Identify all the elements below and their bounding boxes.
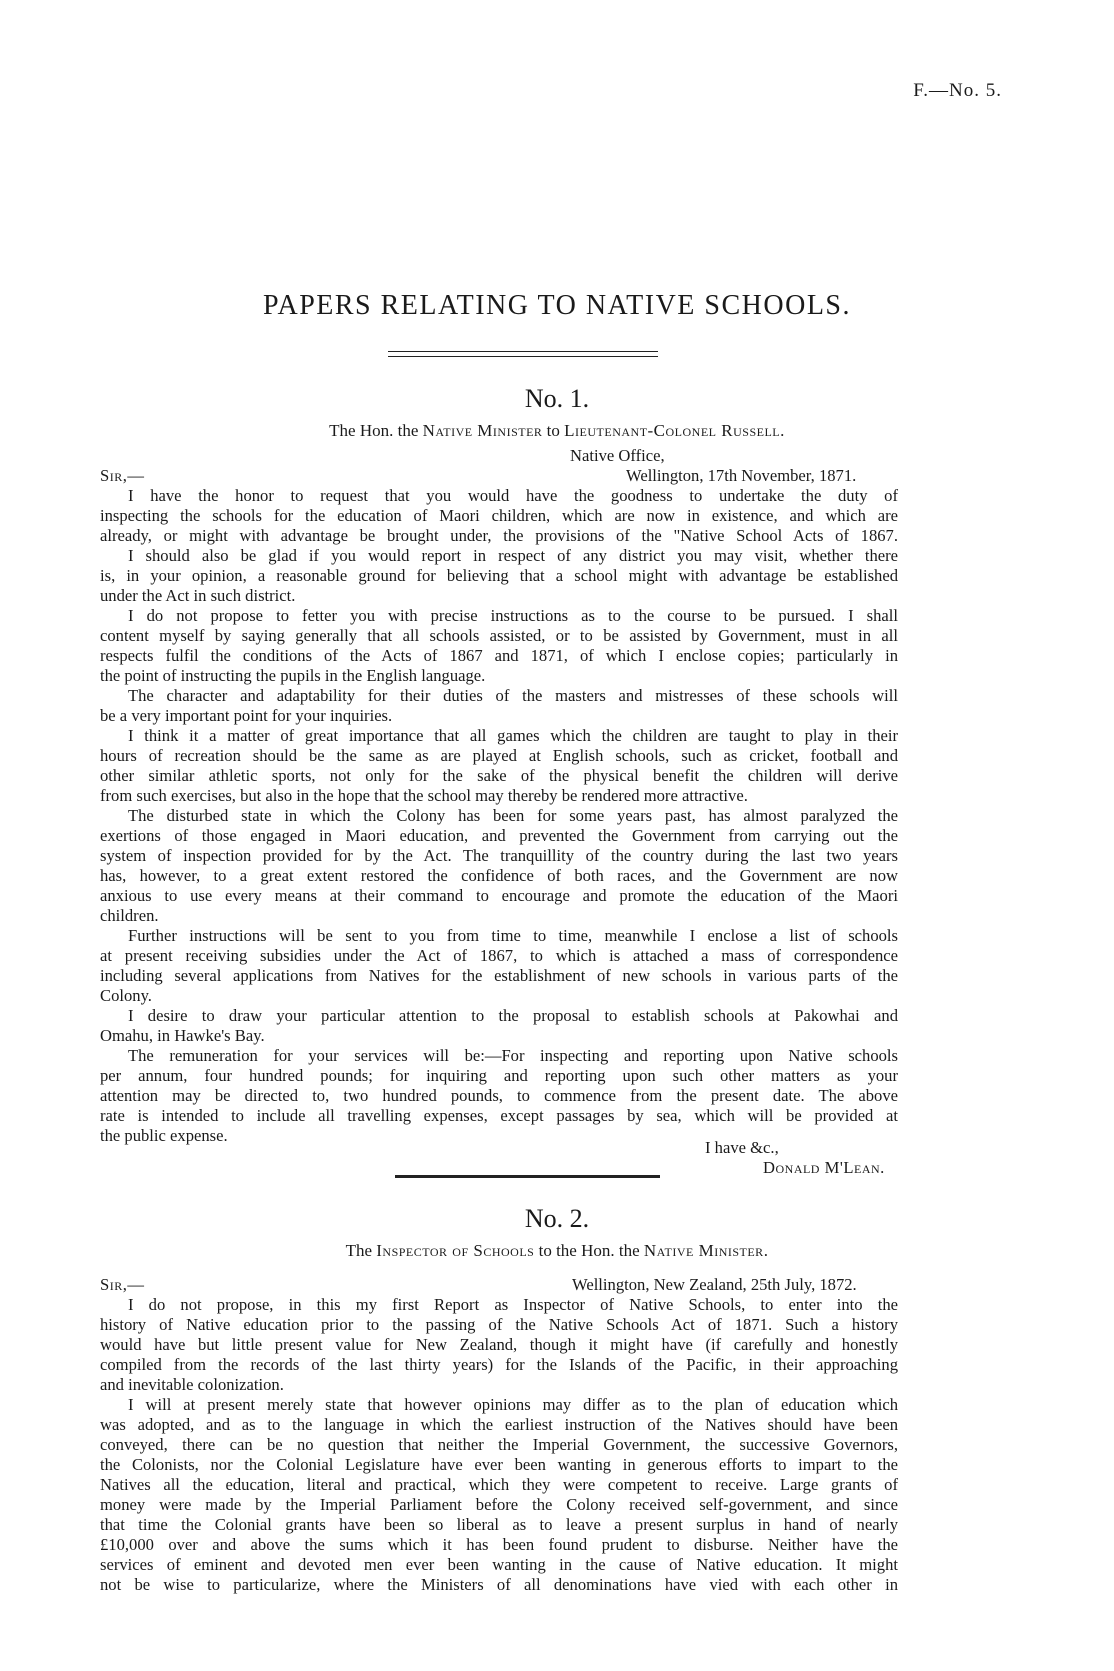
letter-1-line: Colony. <box>100 986 152 1005</box>
letter-1-line: is, in your opinion, a reasonable ground for believing that a school might with advantage be established <box>100 566 898 585</box>
letter-2-line: Natives all the education, literal and practical, which they were competent to receive. Large grants of <box>100 1475 898 1494</box>
heading-recipient: Native Minister. <box>643 1241 769 1260</box>
letter-1-line: per annum, four hundred pounds; for inquiring and reporting upon such other matters as your <box>100 1066 898 1085</box>
letter-1-line: Further instructions will be sent to you from time to time, meanwhile I enclose a list of schools <box>128 926 898 945</box>
heading-pre: The Hon. the <box>329 421 423 440</box>
letter-1-signature: Donald M'Lean. <box>763 1158 885 1177</box>
heading-sender: Inspector of Schools <box>376 1241 535 1260</box>
heading-mid: to <box>542 421 565 440</box>
title-divider-bottom <box>388 356 658 357</box>
letter-1-line: system of inspection provided for by the Act. The tranquillity of the country during the last two years <box>100 846 898 865</box>
heading-recipient: Lieutenant-Colonel Russell. <box>564 421 785 440</box>
letter-2-line: money were made by the Imperial Parliament before the Colony received self-government, and since <box>100 1495 898 1514</box>
letter-1-line: I have the honor to request that you would have the goodness to undertake the duty of <box>128 486 898 505</box>
letter-1-heading <box>0 421 1114 441</box>
letter-1-line: the public expense. <box>100 1126 228 1145</box>
letter-2-line: and inevitable colonization. <box>100 1375 284 1394</box>
letter-1-line: rate is intended to include all travelling expenses, except passages by sea, which will be provided at <box>100 1106 898 1125</box>
letter-1-line: inspecting the schools for the education of Maori children, which are now in existence, and which are <box>100 506 898 525</box>
letter-1-line: I should also be glad if you would report in respect of any district you may visit, whether there <box>128 546 898 565</box>
letter-2-line: compiled from the records of the last thirty years) for the Islands of the Pacific, in their approaching <box>100 1355 898 1374</box>
letter-1-closing: I have &c., <box>705 1138 779 1157</box>
letter-2-heading <box>0 1241 1114 1261</box>
letter-1-line: exertions of those engaged in Maori education, and prevented the Government from carrying out the <box>100 826 898 845</box>
letter-2-line: history of Native education prior to the passing of the Native Schools Act of 1871. Such a history <box>100 1315 898 1334</box>
letter-1-line: The disturbed state in which the Colony has been for some years past, has almost paralyzed the <box>128 806 898 825</box>
letter-1-line: The character and adaptability for their duties of the masters and mistresses of these schools will <box>128 686 898 705</box>
letter-1-line: The remuneration for your services will be:—For inspecting and reporting upon Native schools <box>128 1046 898 1065</box>
letter-1-address-date: Wellington, 17th November, 1871. <box>626 466 857 485</box>
letter-1-line: I desire to draw your particular attention to the proposal to establish schools at Pakowhai and <box>128 1006 898 1025</box>
letter-1-line: respects fulfil the conditions of the Acts of 1867 and 1871, of which I enclose copies; particularly in <box>100 646 898 665</box>
letter-2-line: that time the Colonial grants have been so liberal as to leave a present surplus in hand of nearly <box>100 1515 898 1534</box>
letter-2-address: Wellington, New Zealand, 25th July, 1872. <box>572 1275 857 1294</box>
letter-1-line: including several applications from Natives for the establishment of new schools in various parts of the <box>100 966 898 985</box>
letter-2-line: not be wise to particularize, where the Ministers of all denominations have vied with each other in <box>100 1575 898 1594</box>
letter-1-line: already, or might with advantage be brought under, the provisions of the "Native School Acts of 1867. <box>100 526 898 545</box>
letter-1-line: the point of instructing the pupils in the English language. <box>100 666 486 685</box>
page-reference: F.—No. 5. <box>913 80 1002 101</box>
letter-2-line: would have but little present value for New Zealand, though it might have (if carefully and honestly <box>100 1335 898 1354</box>
letter-1-number: No. 1. <box>524 384 590 413</box>
letter-1-line: I think it a matter of great importance that all games which the children are taught to play in their <box>128 726 898 745</box>
letter-1-address-office: Native Office, <box>570 446 665 465</box>
letter-1-line: anxious to use every means at their command to encourage and promote the education of the Maori <box>100 886 898 905</box>
letter-1-line: hours of recreation should be the same as are played at English schools, such as cricket, football and <box>100 746 898 765</box>
letter-2-line: I will at present merely state that however opinions may differ as to the plan of education which <box>128 1395 898 1414</box>
letter-2-line: £10,000 over and above the sums which it has been found prudent to disburse. Neither have the <box>100 1535 898 1554</box>
letter-1-line: under the Act in such district. <box>100 586 296 605</box>
letter-2-salutation: Sir,— <box>100 1275 145 1294</box>
letter-divider <box>395 1175 660 1178</box>
letter-2-line: was adopted, and as to the language in which the earliest instruction of the Natives should have been <box>100 1415 898 1434</box>
heading-sender: Native Minister <box>422 421 543 440</box>
letter-1-line: has, however, to a great extent restored the confidence of both races, and the Government are now <box>100 866 898 885</box>
heading-pre: The <box>345 1241 377 1260</box>
letter-2-line: services of eminent and devoted men ever been wanting in the cause of Native education. It might <box>100 1555 898 1574</box>
letter-1-line: attention may be directed to, two hundred pounds, to commence from the present date. The above <box>100 1086 898 1105</box>
letter-1-salutation: Sir,— <box>100 466 145 485</box>
letter-2-line: I do not propose, in this my first Report as Inspector of Native Schools, to enter into the <box>128 1295 898 1314</box>
letter-1-line: children. <box>100 906 159 925</box>
letter-1-line: content myself by saying generally that all schools assisted, or to be assisted by Government, must in all <box>100 626 898 645</box>
letter-2-number: No. 2. <box>524 1204 590 1233</box>
letter-2-line: conveyed, there can be no question that neither the Imperial Government, the successive Governors, <box>100 1435 898 1454</box>
letter-1-line: I do not propose to fetter you with precise instructions as to the course to be pursued. I shall <box>128 606 898 625</box>
letter-1-line: Omahu, in Hawke's Bay. <box>100 1026 265 1045</box>
letter-1-line: be a very important point for your inquiries. <box>100 706 393 725</box>
letter-1-line: at present receiving subsidies under the Act of 1867, to which is attached a mass of correspondence <box>100 946 898 965</box>
letter-1-line: other similar athletic sports, not only for the sake of the physical benefit the children will derive <box>100 766 898 785</box>
letter-2-line: the Colonists, nor the Colonial Legislature have ever been wanting in generous efforts to impart to the <box>100 1455 898 1474</box>
letter-1-line: from such exercises, but also in the hope that the school may thereby be rendered more attractive. <box>100 786 748 805</box>
page-title: PAPERS RELATING TO NATIVE SCHOOLS. <box>262 290 851 321</box>
heading-mid: to the Hon. the <box>534 1241 644 1260</box>
title-divider-top <box>388 351 658 352</box>
